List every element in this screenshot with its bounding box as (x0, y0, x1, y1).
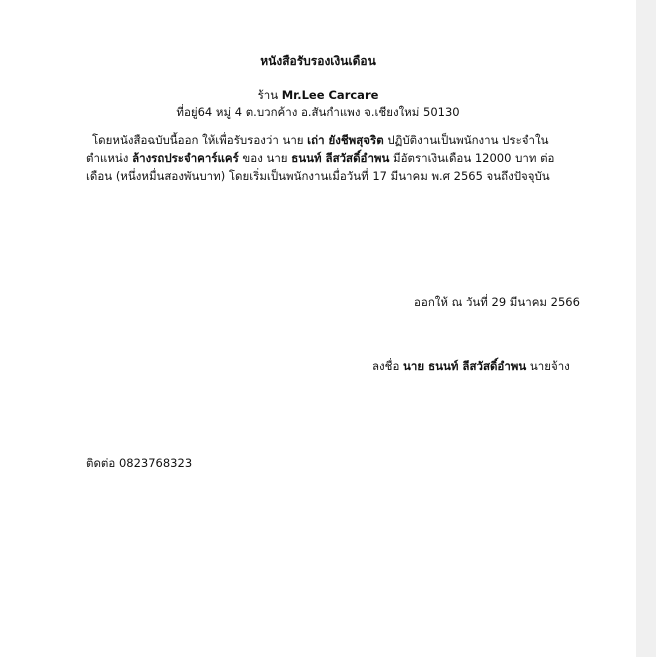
shop-prefix: ร้าน (257, 88, 279, 102)
document-title: หนังสือรับรองเงินเดือน (260, 54, 376, 68)
signature-suffix: นายจ้าง (526, 359, 570, 373)
certification-paragraph (86, 131, 572, 185)
issue-date: ออกให้ ณ วันที่ 29 มีนาคม 2566 (414, 295, 580, 309)
body-text-1: โดยหนังสือฉบับนี้ออก ให้เพื่อรับรองว่า นาย (92, 133, 308, 147)
employer-name: ธนนท์ ลีสวัสดิ์อำพน (291, 151, 390, 165)
employee-name: เถ่า ยังชีพสุจริต (307, 133, 384, 147)
shop-address: ที่อยู่64 หมู่ 4 ต.บวกค้าง อ.สันกำแพง จ.เชียงใหม่ 50130 (176, 105, 460, 119)
job-position: ล้างรถประจำคาร์แคร์ (132, 151, 239, 165)
viewer-margin (636, 0, 656, 657)
shop-name: Mr.Lee Carcare (281, 88, 379, 102)
shop-line (0, 87, 636, 105)
contact-info: ติดต่อ 0823768323 (86, 456, 193, 470)
body-text-2: ปฏิบัติงานเป็นพนักงาน ประจำใน ตำแหน่ง (86, 133, 549, 165)
signature-line (372, 358, 570, 376)
signatory-name: นาย ธนนท์ ลีสวัสดิ์อำพน (403, 359, 527, 373)
body-text-3: ของ นาย (238, 151, 292, 165)
body-text-4: มีอัตราเงินเดือน 12000 บาท ต่อ เดือน (หนึ่งหมื่นสองพันบาท) โดยเริ่มเป็นพนักงานเมื่อวันที่ 17 มีนาคม พ.ศ 2565 จนถึงปัจจุบัน (86, 151, 555, 183)
signature-prefix: ลงชื่อ (372, 359, 404, 373)
